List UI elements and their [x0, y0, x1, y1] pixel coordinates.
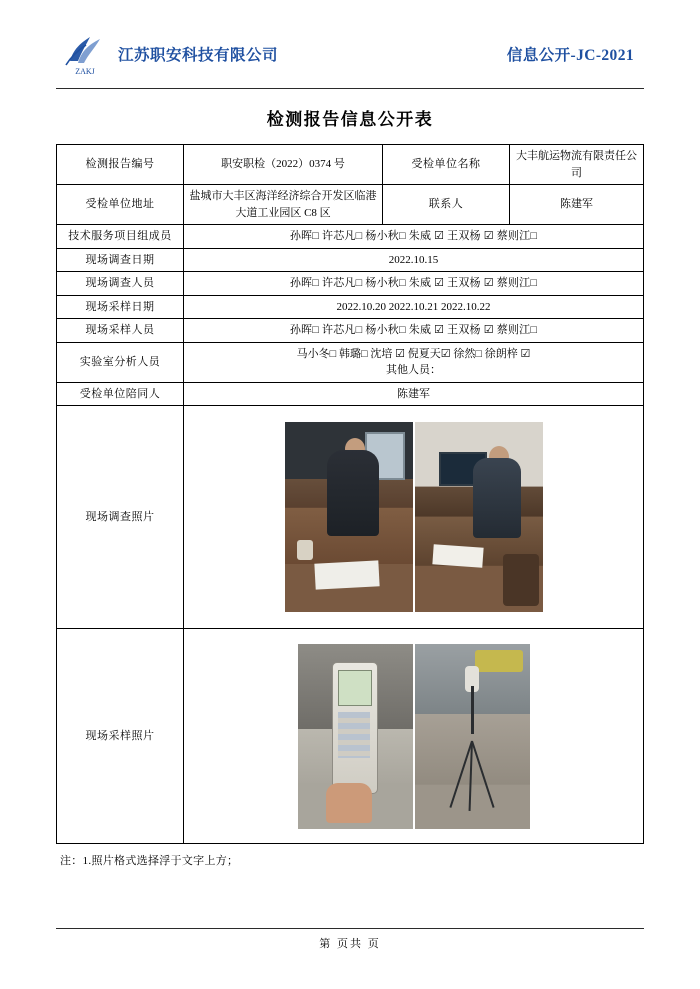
tripod-leg-shape — [471, 740, 495, 807]
info-table — [56, 144, 644, 844]
sampling-staff-label: 现场采样人员 — [57, 319, 184, 343]
page-footer — [56, 928, 644, 951]
table-row — [57, 185, 644, 225]
team-label: 技术服务项目组成员 — [57, 225, 184, 249]
survey-date-label: 现场调查日期 — [57, 248, 184, 272]
table-row — [57, 295, 644, 319]
truck-shape — [475, 650, 523, 672]
contact-value: 陈建军 — [510, 185, 644, 225]
sampling-date-value: 2022.10.20 2022.10.21 2022.10.22 — [184, 295, 644, 319]
photo-site-survey-right — [415, 422, 543, 612]
contact-label: 联系人 — [383, 185, 510, 225]
table-row-survey-photos — [57, 406, 644, 629]
address-label: 受检单位地址 — [57, 185, 184, 225]
table-row — [57, 272, 644, 296]
sampling-photo-cell — [184, 629, 644, 844]
tripod-pole-shape — [471, 686, 474, 734]
sampling-date-label: 现场采样日期 — [57, 295, 184, 319]
sampling-photo-group — [188, 644, 639, 829]
accompany-value: 陈建军 — [184, 382, 644, 406]
svg-text:ZAKJ: ZAKJ — [75, 67, 95, 76]
person-body-shape — [327, 450, 379, 536]
photo-sound-level-meter — [298, 644, 413, 829]
table-row — [57, 225, 644, 249]
lab-staff-label: 实验室分析人员 — [57, 342, 184, 382]
chair-shape — [503, 554, 539, 606]
survey-date-value: 2022.10.15 — [184, 248, 644, 272]
cup-shape — [297, 540, 313, 560]
company-logo-icon — [60, 31, 110, 77]
survey-photo-group — [188, 422, 639, 612]
document-code: 信息公开-JC-2021 — [506, 47, 634, 64]
paper-shape — [432, 544, 483, 567]
survey-photo-label: 现场调查照片 — [57, 406, 184, 629]
table-row — [57, 248, 644, 272]
survey-photo-cell — [184, 406, 644, 629]
table-row — [57, 342, 644, 382]
table-row — [57, 319, 644, 343]
page-title: 检测报告信息公开表 — [266, 110, 434, 129]
lab-staff-other: 其他人员： — [386, 364, 441, 376]
meter-screen-shape — [338, 670, 372, 706]
accompany-label: 受检单位陪同人 — [57, 382, 184, 406]
photo-tripod-outdoor — [415, 644, 530, 829]
table-row — [57, 145, 644, 185]
survey-staff-label: 现场调查人员 — [57, 272, 184, 296]
client-label: 受检单位名称 — [383, 145, 510, 185]
photo-site-survey-left — [285, 422, 413, 612]
paper-shape — [314, 560, 379, 589]
address-value: 盐城市大丰区海洋经济综合开发区临港大道工业园区 C8 区 — [184, 185, 383, 225]
footnote: 注：1.照片格式选择浮于文字上方； — [60, 855, 239, 867]
company-name: 江苏职安科技有限公司 — [118, 47, 279, 64]
table-row — [57, 382, 644, 406]
meter-keypad-shape — [338, 712, 370, 758]
lab-staff-value: 马小冬□ 韩璐□ 沈培 ☑ 倪夏天☑ 徐然□ 徐朗梓 ☑ — [296, 347, 531, 360]
client-value: 大丰航运物流有限责任公司 — [510, 145, 644, 185]
hand-shape — [326, 783, 372, 823]
report-no-value: 职安职检（2022）0374 号 — [184, 145, 383, 185]
page-number: 第 页共 页 — [319, 938, 381, 950]
report-no-label: 检测报告编号 — [57, 145, 184, 185]
sampling-photo-label: 现场采样照片 — [57, 629, 184, 844]
team-value: 孙晖□ 许芯凡□ 杨小秋□ 朱威 ☑ 王双杨 ☑ 蔡则江□ — [184, 225, 644, 249]
footer-divider — [56, 928, 644, 929]
sampling-staff-value: 孙晖□ 许芯凡□ 杨小秋□ 朱威 ☑ 王双杨 ☑ 蔡则江□ — [184, 319, 644, 343]
survey-staff-value: 孙晖□ 许芯凡□ 杨小秋□ 朱威 ☑ 王双杨 ☑ 蔡则江□ — [184, 272, 644, 296]
page-header — [56, 26, 644, 89]
table-row-sampling-photos — [57, 629, 644, 844]
person-body-shape — [473, 458, 521, 538]
brand — [60, 31, 278, 77]
